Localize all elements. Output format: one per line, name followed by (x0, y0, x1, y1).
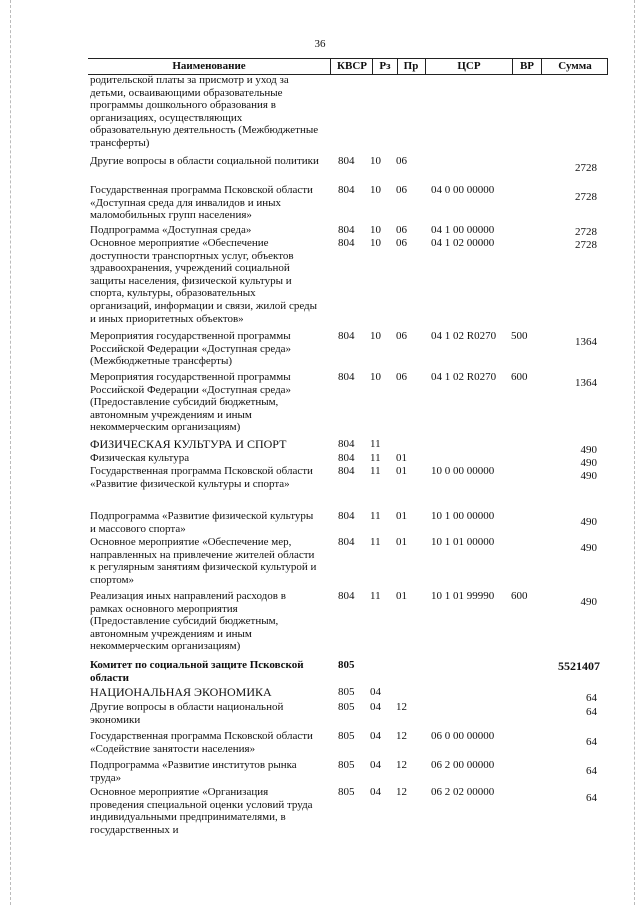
row-sum: 64 (586, 706, 597, 718)
row-kvsr: 805 (338, 730, 355, 742)
row-name: Физическая культура (90, 452, 190, 464)
row-csr: 06 2 00 00000 (431, 759, 495, 771)
row-kvsr: 804 (338, 510, 355, 522)
row-sum: 490 (580, 596, 597, 608)
row-rz: 11 (370, 590, 381, 602)
row-vr: 500 (511, 330, 528, 342)
row-sum: 2728 (575, 191, 597, 203)
row-name: Подпрограмма «Развитие институтов рынка труда» (90, 759, 297, 784)
header-sum: Сумма (558, 60, 592, 72)
row-pr: 01 (396, 510, 407, 522)
row-sum: 1364 (575, 377, 597, 389)
row-kvsr: 805 (338, 686, 355, 698)
header-vr: ВР (519, 60, 535, 72)
row-sum: 490 (580, 542, 597, 554)
row-rz: 11 (370, 452, 381, 464)
row-csr: 10 1 01 00000 (431, 536, 495, 548)
page-number: 36 (314, 38, 326, 50)
row-kvsr: 804 (338, 155, 355, 167)
row-kvsr: 804 (338, 371, 355, 383)
row-sum: 490 (580, 444, 597, 456)
row-csr: 06 2 02 00000 (431, 786, 495, 798)
row-kvsr: 804 (338, 224, 355, 236)
row-csr: 04 1 02 R0270 (431, 330, 497, 342)
row-name: Реализация иных направлений расходов в рамках основного мероприятия (Предоставление субсидий бюджетным, автономным учреждениям и иным некоммерческим организациям) (90, 590, 286, 653)
row-csr: 04 0 00 00000 (431, 184, 495, 196)
row-sum: 490 (580, 470, 597, 482)
row-rz: 10 (370, 330, 381, 342)
row-csr: 10 0 00 00000 (431, 465, 495, 477)
row-sum: 5521407 (558, 659, 600, 673)
row-kvsr: 804 (338, 184, 355, 196)
row-rz: 04 (370, 686, 381, 698)
row-pr: 01 (396, 465, 407, 477)
row-vr: 600 (511, 590, 528, 602)
row-name: Государственная программа Псковской области «Доступная среда для инвалидов и иных маломобильных групп населения» (90, 184, 313, 222)
row-sum: 2728 (575, 226, 597, 238)
row-name: Государственная программа Псковской области «Развитие физической культуры и спорта» (90, 465, 313, 490)
row-pr: 12 (396, 730, 407, 742)
row-sum: 490 (580, 457, 597, 469)
row-kvsr: 804 (338, 465, 355, 477)
row-pr: 06 (396, 371, 407, 383)
row-name: НАЦИОНАЛЬНАЯ ЭКОНОМИКА (90, 685, 272, 699)
row-kvsr: 805 (338, 659, 355, 671)
row-rz: 10 (370, 371, 381, 383)
row-kvsr: 804 (338, 237, 355, 249)
row-sum: 64 (586, 792, 597, 804)
row-kvsr: 804 (338, 452, 355, 464)
table-header (88, 58, 608, 75)
row-kvsr: 805 (338, 701, 355, 713)
row-sum: 2728 (575, 162, 597, 174)
row-pr: 12 (396, 759, 407, 771)
header-rz: Рз (379, 60, 391, 72)
row-kvsr: 804 (338, 438, 355, 450)
row-csr: 06 0 00 00000 (431, 730, 495, 742)
row-sum: 1364 (575, 336, 597, 348)
row-pr: 06 (396, 224, 407, 236)
row-pr: 06 (396, 155, 407, 167)
row-rz: 10 (370, 237, 381, 249)
row-name: Комитет по социальной защите Псковской области (90, 659, 304, 684)
row-name: Другие вопросы в области национальной экономики (90, 701, 284, 726)
row-rz: 04 (370, 730, 381, 742)
row-name: Мероприятия государственной программы Российской Федерации «Доступная среда» (Предоставление субсидий бюджетным, автономным учреждениям и иным некоммерческим организациям) (90, 371, 292, 434)
row-csr: 04 1 02 00000 (431, 237, 495, 249)
row-pr: 01 (396, 452, 407, 464)
row-rz: 10 (370, 184, 381, 196)
row-kvsr: 805 (338, 759, 355, 771)
row-name: Государственная программа Псковской области «Содействие занятости населения» (90, 730, 313, 755)
row-kvsr: 804 (338, 330, 355, 342)
row-kvsr: 805 (338, 786, 355, 798)
row-name: Основное мероприятие «Обеспечение доступности транспортных услуг, объектов здравоохранения, учреждений социальной защиты населения, физической культуры и спорта, культуры, образовательных организаций, информации и связи, жилой среды и иных приоритетных объектов» (90, 237, 318, 325)
row-rz: 11 (370, 510, 381, 522)
row-sum: 64 (586, 736, 597, 748)
row-rz: 11 (370, 536, 381, 548)
row-csr: 04 1 00 00000 (431, 224, 495, 236)
row-name: Подпрограмма «Доступная среда» (90, 224, 252, 236)
row-rz: 04 (370, 786, 381, 798)
row-kvsr: 804 (338, 590, 355, 602)
row-pr: 06 (396, 184, 407, 196)
row-csr: 10 1 01 99990 (431, 590, 495, 602)
row-csr: 04 1 02 R0270 (431, 371, 497, 383)
row-pr: 12 (396, 786, 407, 798)
row-sum: 64 (586, 692, 597, 704)
row-pr: 01 (396, 536, 407, 548)
row-rz: 11 (370, 438, 381, 450)
row-rz: 10 (370, 155, 381, 167)
header-divider (607, 59, 608, 74)
row-rz: 04 (370, 701, 381, 713)
header-pr: Пр (403, 60, 419, 72)
row-vr: 600 (511, 371, 528, 383)
row-rz: 10 (370, 224, 381, 236)
row-rz: 11 (370, 465, 381, 477)
row-sum: 490 (580, 516, 597, 528)
row-name: Основное мероприятие «Организация проведения специальной оценки условий труда индивидуальными предпринимателями, в государственных и (90, 786, 313, 836)
header-csr: ЦСР (457, 60, 481, 72)
row-sum: 64 (586, 765, 597, 777)
row-name: Основное мероприятие «Обеспечение мер, направленных на привлечение жителей области к регулярным занятиям физической культурой и спортом» (90, 536, 317, 586)
header-kvsr: КВСР (337, 60, 367, 72)
row-pr: 01 (396, 590, 407, 602)
row-pr: 06 (396, 237, 407, 249)
row-name: Мероприятия государственной программы Российской Федерации «Доступная среда» (Межбюджетные трансферты) (90, 330, 292, 368)
row-pr: 06 (396, 330, 407, 342)
page-edge-left (10, 0, 11, 905)
row-kvsr: 804 (338, 536, 355, 548)
row-sum: 2728 (575, 239, 597, 251)
header-name: Наименование (172, 60, 246, 72)
row-name: Подпрограмма «Развитие физической культуры и массового спорта» (90, 510, 314, 535)
page-edge-right (634, 0, 635, 905)
row-pr: 12 (396, 701, 407, 713)
row-rz: 04 (370, 759, 381, 771)
header-divider (330, 59, 331, 74)
row-csr: 10 1 00 00000 (431, 510, 495, 522)
row-name: Другие вопросы в области социальной политики (90, 155, 319, 167)
row-name: ФИЗИЧЕСКАЯ КУЛЬТУРА И СПОРТ (90, 437, 287, 451)
row-name: родительской платы за присмотр и уход за детьми, осваивающими образовательные программы дошкольного образования в организациях, осуществляющих образовательную деятельность (Межбюджетные трансферты) (90, 74, 319, 149)
